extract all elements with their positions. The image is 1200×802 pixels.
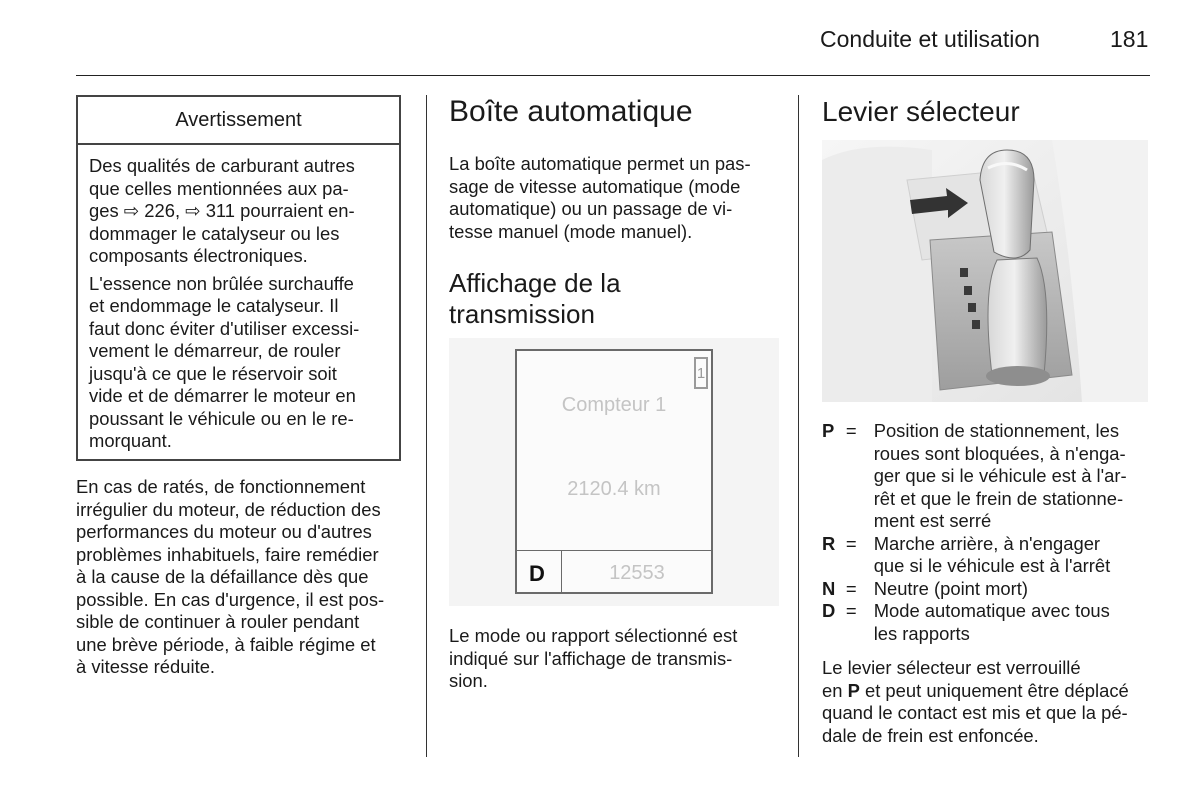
text-line: quand le contact est mis et que la pé- [822, 702, 1128, 723]
text-line: ment est serré [873, 510, 992, 531]
section-heading-selector-lever: Levier sélecteur [822, 96, 1020, 127]
text-line: Neutre (point mort) [873, 577, 1029, 599]
gearbox-intro-paragraph [449, 153, 779, 243]
text-line: En cas de ratés, de fonctionnement [76, 476, 366, 497]
display-divider-horizontal [515, 550, 713, 551]
display-trip-distance: 2120.4 km [567, 478, 661, 500]
legend-equals: = [845, 577, 857, 599]
legend-equals: = [845, 532, 857, 554]
text-line: Marche arrière, à n'engager [873, 532, 1101, 554]
legend-key: D [822, 600, 836, 621]
text-line: jusqu'à ce que le réservoir soit [89, 362, 337, 384]
text-line: faut donc éviter d'utiliser excessi- [89, 317, 360, 339]
text-line: Le mode ou rapport sélectionné est [449, 625, 738, 646]
text-line: poussant le véhicule ou en le re- [89, 407, 354, 429]
text-line: Le levier sélecteur est verrouillé [822, 657, 1081, 678]
text-line-prefix: en [822, 679, 848, 701]
legend-equals: = [845, 600, 857, 621]
section-heading-automatic-gearbox: Boîte automatique [449, 95, 693, 128]
warning-title: Avertissement [78, 97, 399, 145]
misfire-paragraph [76, 476, 406, 679]
display-trip-label: Compteur 1 [561, 394, 667, 416]
text-line: performances du moteur ou d'autres [76, 521, 372, 542]
gear-position-legend [822, 420, 1152, 645]
text-line: sion. [449, 670, 488, 691]
text-line: problèmes inhabituels, faire remédier [76, 543, 379, 565]
text-line: et endommage le catalyseur. Il [89, 295, 339, 316]
display-frame [515, 349, 713, 594]
subheading-transmission-display [449, 268, 621, 330]
legend-key: P [822, 420, 835, 441]
text-line: rêt et que le frein de stationne- [873, 487, 1124, 509]
text-line: une brève période, à faible régime et [76, 633, 376, 655]
text-line: indiqué sur l'affichage de transmis- [449, 647, 733, 669]
text-line: irrégulier du moteur, de réduction des [76, 498, 381, 520]
legend-row-n [822, 578, 1152, 601]
text-line: que celles mentionnées aux pa- [89, 177, 349, 199]
warning-body [78, 145, 399, 453]
legend-key: R [822, 532, 836, 554]
legend-description [874, 578, 1152, 601]
text-line: vide et de démarrer le moteur en [89, 385, 356, 406]
page-number: 181 [1110, 26, 1149, 52]
display-gear-indicator: D [529, 561, 545, 586]
text-line: roues sont bloquées, à n'enga- [873, 442, 1126, 464]
legend-row-p [822, 420, 1152, 533]
text-line: Mode automatique avec tous [873, 600, 1110, 621]
text-line: Affichage de la [449, 268, 621, 298]
display-page-icon: 1 [694, 357, 708, 389]
text-line: Position de stationnement, les [873, 420, 1120, 441]
running-header-title: Conduite et utilisation [820, 26, 1040, 52]
text-line: automatique) ou un passage de vi- [449, 198, 733, 219]
legend-row-r [822, 533, 1152, 578]
text-line: L'essence non brûlée surchauffe [89, 272, 354, 294]
text-line: Des qualités de carburant autres [89, 155, 355, 176]
text-line: morquant. [89, 430, 172, 451]
text-line-suffix: et peut uniquement être déplacé [859, 679, 1129, 701]
text-line: sage de vitesse automatique (mode [449, 175, 741, 197]
text-line: sible de continuer à rouler pendant [76, 611, 360, 632]
selector-lever-illustration [822, 140, 1148, 402]
warning-paragraph-1 [89, 155, 389, 268]
text-line: dale de frein est enfoncée. [822, 724, 1039, 746]
legend-key: N [822, 577, 836, 599]
text-line: les rapports [873, 622, 970, 644]
legend-row-d [822, 600, 1152, 645]
legend-description [874, 533, 1152, 578]
legend-equals: = [845, 420, 857, 441]
warning-paragraph-2 [89, 273, 389, 453]
text-line: dommager le catalyseur ou les [89, 222, 340, 244]
text-line: possible. En cas d'urgence, il est pos- [76, 588, 385, 610]
legend-description [874, 420, 1152, 533]
text-line: composants électroniques. [89, 245, 308, 266]
text-line: vement le démarreur, de rouler [89, 340, 341, 361]
lever-lock-paragraph [822, 657, 1152, 747]
warning-box [76, 95, 401, 461]
text-line: que si le véhicule est à l'arrêt [873, 555, 1111, 576]
display-odometer: 12553 [609, 562, 665, 584]
text-line: à la cause de la défaillance dès que [76, 566, 369, 587]
text-line: transmission [449, 299, 595, 329]
text-line: La boîte automatique permet un pas- [449, 153, 751, 174]
column-divider-right [798, 95, 799, 757]
display-caption-paragraph [449, 625, 779, 693]
legend-description [874, 600, 1152, 645]
header-rule [76, 75, 1150, 76]
text-line: à vitesse réduite. [76, 656, 216, 677]
column-divider-left [426, 95, 427, 757]
text-line: ges ⇨ 226, ⇨ 311 pourraient en- [89, 200, 355, 221]
gear-p-bold: P [847, 679, 860, 701]
text-line: ger que si le véhicule est à l'ar- [873, 465, 1127, 486]
text-line: tesse manuel (mode manuel). [449, 220, 693, 242]
